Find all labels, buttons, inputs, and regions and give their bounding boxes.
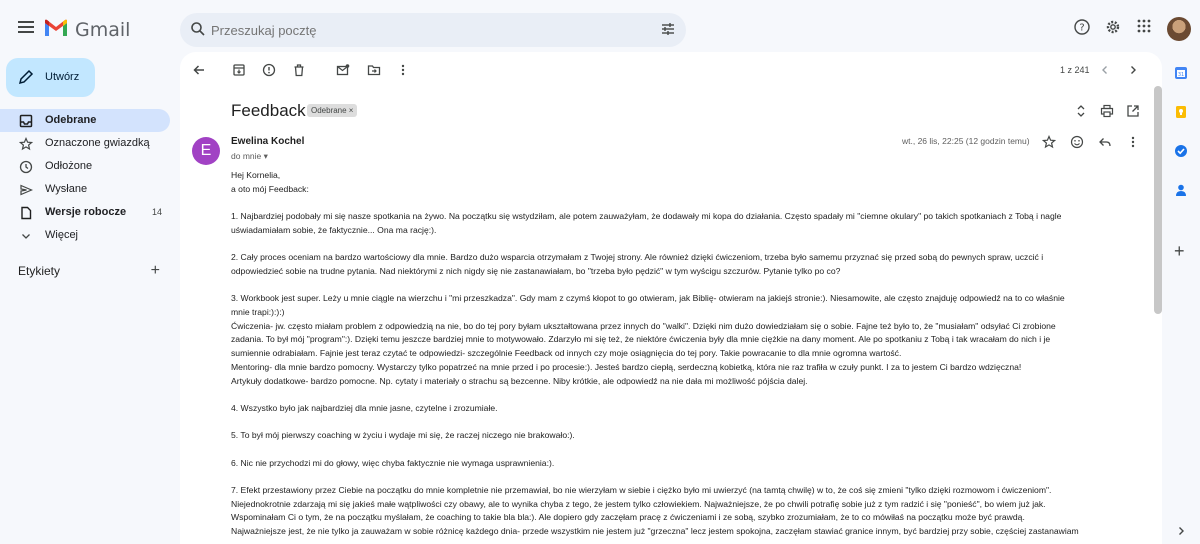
settings-gear-icon[interactable]	[1105, 19, 1121, 35]
newer-chevron-left-icon[interactable]	[1098, 63, 1112, 77]
move-to-folder-icon[interactable]	[367, 63, 381, 77]
email-body-line: odpowiedzieć sobie na trudne pytania. Nad niektórymi z nich nigdy się nie zastanawiałam, bo "trzeba było pędzić" w tym wyścigu szczurów. Pytanie tylko po co?	[231, 265, 841, 276]
search-options-icon[interactable]	[660, 21, 676, 37]
labels-section-header	[18, 264, 168, 280]
sidebar-item-drafts[interactable]	[0, 201, 170, 224]
show-side-panel-chevron-icon[interactable]	[1174, 524, 1188, 538]
sidebar-item-more[interactable]	[0, 224, 170, 247]
more-vert-icon[interactable]	[396, 63, 410, 77]
top-bar	[0, 0, 1200, 60]
inbox-icon	[19, 114, 33, 128]
email-body-blank-line	[231, 416, 1151, 430]
keep-notes-icon[interactable]	[1174, 105, 1188, 119]
send-icon	[19, 183, 33, 197]
recipient-details[interactable]: do mnie ▾	[231, 151, 268, 161]
search-bar[interactable]	[180, 13, 686, 47]
compose-button[interactable]	[6, 58, 95, 97]
pencil-icon	[18, 69, 34, 85]
email-body-blank-line	[231, 388, 1151, 402]
sidebar-item-label: Odebrane	[45, 114, 97, 126]
tasks-icon[interactable]	[1174, 144, 1188, 158]
svg-text:31: 31	[1177, 72, 1185, 78]
app-name: Gmail	[75, 19, 131, 41]
scrollbar-thumb[interactable]	[1154, 86, 1162, 314]
sidebar-item-label: Więcej	[45, 229, 79, 241]
sidebar-nav	[0, 109, 170, 247]
back-arrow-icon[interactable]	[192, 63, 206, 77]
email-body-blank-line	[231, 238, 1151, 252]
email-body-blank-line	[231, 470, 1151, 484]
message-view	[180, 52, 1162, 544]
email-body-line: zadania. To był mój "program":). Dzięki temu jeszcze bardziej mnie to motywowało. Zdarzyło mi się też, że niektóre ćwiczenia były dla mnie ciężkie na dany moment. Ale po spotkaniu z Tobą i tak wracałam do nich i je	[231, 334, 1051, 345]
chevron-down-icon	[19, 229, 33, 243]
sidebar-item-sent[interactable]	[0, 178, 170, 201]
apps-grid-icon[interactable]	[1137, 19, 1151, 33]
sidebar-item-inbox[interactable]	[0, 109, 170, 132]
calendar-icon[interactable]	[1174, 66, 1188, 80]
add-addon-icon[interactable]: +	[1174, 241, 1185, 261]
email-body-line: sumiennie odrabiałam. Fajnie jest teraz czytać te odpowiedzi- szczególnie Feedback od innych czy moje osiągnięcia do tej pory. Takie powracanie to dla mnie ogromna wartość.	[231, 348, 902, 359]
email-body	[231, 169, 1151, 539]
message-toolbar	[180, 52, 1162, 88]
drafts-count: 14	[151, 207, 162, 217]
gmail-logo-icon[interactable]	[44, 19, 70, 41]
add-label-icon[interactable]: +	[150, 262, 160, 279]
email-body-line: 2. Cały proces oceniam na bardzo wartościowy dla mnie. Bardzo dużo wsparcia otrzymałam z Twojej strony. Ale również dzięki ćwiczeniom, trzeba było samemu przyznać się przed sobą do pewnych spraw, uczcić i	[231, 252, 1044, 263]
email-body-line: Artykuły dodatkowe- bardzo pomocne. Np. cytaty i materiały o strachu są bezcenne. Niby krótkie, ale odpowiedź na nie dała mi możliwość pójścia dalej.	[231, 375, 808, 386]
svg-text:?: ?	[1079, 22, 1085, 34]
archive-icon[interactable]	[232, 63, 246, 77]
labels-heading: Etykiety	[18, 264, 61, 278]
email-body-line: Ćwiczenia- jw. często miałam problem z odpowiedzią na nie, bo do tej pory byłam ukształtowana przez innych do "walki". Dzięki nim dużo dowiedziałam się o sobie. Fajne też było to, że "musiałam" odsyłać Ci zrobione	[231, 320, 1056, 331]
star-icon	[19, 137, 33, 151]
email-body-line: Hej Kornelia,	[231, 170, 281, 180]
compose-label: Utwórz	[45, 71, 80, 83]
sender-avatar[interactable]: E	[192, 137, 220, 165]
search-input[interactable]	[211, 21, 631, 39]
email-body-line: Niejednokrotnie zdarzają mi się jakieś małe wątpliwości czy obawy, ale to wynika chyba z tego, że jestem tylko człowiekiem. Najważniejsze, że po chwili potrafię sobie już z tym radzić i się "ponieść", bo wiem już jak.	[231, 498, 1046, 509]
sidebar-item-snoozed[interactable]	[0, 155, 170, 178]
sidebar-item-starred[interactable]	[0, 132, 170, 155]
report-spam-icon[interactable]	[262, 63, 276, 77]
main-menu-button[interactable]	[14, 18, 38, 42]
clock-icon	[19, 160, 33, 174]
sender-name[interactable]: Ewelina Kochel	[231, 136, 305, 147]
email-body-line: Wspominałam Ci o tym, że na początku myślałam, że coaching to takie bla bla:). Ale dopiero gdy zaczęłam pracę z ćwiczeniami i ze sobą, szybko zrozumiałam, że to co mówiłaś na początku może być prawdą.	[231, 512, 1025, 523]
email-body-blank-line	[231, 196, 1151, 210]
email-body-line: 5. To był mój pierwszy coaching w życiu i wydaje mi się, że raczej niczego nie brakowało:).	[231, 430, 575, 441]
email-body-line: a oto mój Feedback:	[231, 183, 309, 194]
email-body-line: mnie trapi:):):)	[231, 306, 285, 317]
emoji-reaction-icon[interactable]	[1070, 135, 1084, 149]
mark-unread-icon[interactable]	[336, 63, 350, 77]
side-panel	[1162, 52, 1200, 544]
email-date: wt., 26 lis, 22:25 (12 godzin temu)	[902, 136, 1030, 146]
contacts-icon[interactable]	[1174, 183, 1188, 197]
reply-icon[interactable]	[1098, 135, 1112, 149]
expand-collapse-icon[interactable]	[1074, 104, 1088, 118]
email-body-blank-line	[231, 443, 1151, 457]
inbox-label-badge[interactable]: Odebrane ×	[307, 104, 357, 117]
email-body-line: 1. Najbardziej podobały mi się nasze spotkania na żywo. Na początku się wstydziłam, ale potem zauważyłam, że dodawały mi kopa do działania. Często spadały mi "ciemne okulary" po takich spotkaniach z Tobą i nagle	[231, 211, 1062, 222]
star-icon[interactable]	[1042, 135, 1056, 149]
email-body-line: Mentoring- dla mnie bardzo pomocny. Wystarczy tylko popatrzeć na mnie przed i po procesie:). Jesteś bardzo ciepłą, serdeczną kobietką, która nie raz trafiła w czuły punkt. I za to jestem Ci bardzo wdzięczna!	[231, 361, 1022, 372]
email-body-line: 6. Nic nie przychodzi mi do głowy, więc chyba faktycznie nie wymaga usprawnienia:).	[231, 457, 555, 468]
search-icon[interactable]	[190, 21, 206, 37]
email-body-line: 3. Workbook jest super. Leży u mnie ciągle na wierzchu i "mi przeszkadza". Gdy mam z czymś kłopot to go otwieram, jak Biblię- otwieram na jakiejś stronie:). Niesamowite, ale często znajduję odpowiedź na to co właśnie	[231, 293, 1065, 304]
account-avatar[interactable]	[1167, 17, 1191, 41]
delete-trash-icon[interactable]	[292, 63, 306, 77]
email-body-blank-line	[231, 279, 1151, 293]
email-body-line: Najważniejsze jest, że nie tylko ja zauważam w sobie różnicę każdego dnia- przede wszystkim nie jestem już "grzeczna" lecz jestem spokojna, zaczęłam stawiać granice innym, być bardziej przy sobie, częściej zastanawiam	[231, 526, 1079, 537]
sidebar-item-label: Wersje robocze	[45, 206, 127, 218]
draft-icon	[19, 206, 33, 220]
sidebar-item-label: Wysłane	[45, 183, 88, 195]
more-vert-icon[interactable]	[1126, 135, 1140, 149]
sidebar-item-label: Odłożone	[45, 160, 93, 172]
open-new-window-icon[interactable]	[1126, 104, 1140, 118]
email-subject: Feedback	[231, 101, 306, 120]
email-body-line: 4. Wszystko było jak najbardziej dla mnie jasne, czytelne i zrozumiałe.	[231, 402, 498, 413]
pagination-text: 1 z 241	[1060, 65, 1090, 75]
print-icon[interactable]	[1100, 104, 1114, 118]
email-body-line: uświadamiałam sobie, że faktycznie... Ona ma rację:).	[231, 224, 437, 235]
help-icon[interactable]	[1074, 19, 1090, 35]
email-body-line: 7. Efekt przestawiony przez Ciebie na początku do mnie kompletnie nie przemawiał, bo nie wierzyłam w siebie i ciężko było mi uwierzyć (na tamtą chwilę) w to, że coś się zmieni "tylko dzięki rozmowom i ćwiczeniom".	[231, 485, 1052, 496]
sidebar-item-label: Oznaczone gwiazdką	[45, 137, 150, 149]
older-chevron-right-icon[interactable]	[1126, 63, 1140, 77]
